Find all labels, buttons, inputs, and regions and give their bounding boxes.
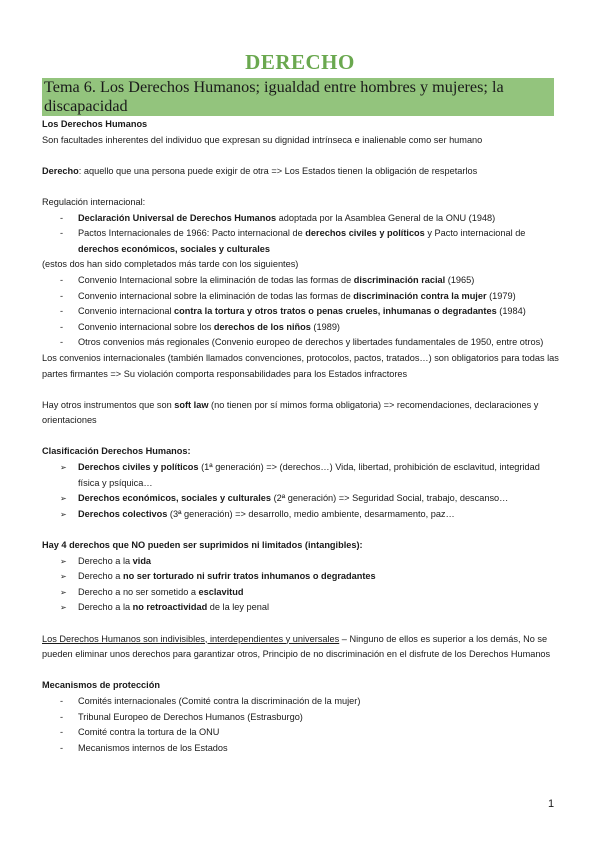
- definition-paragraph: Son facultades inherentes del individuo que expresan su dignidad intrínseca e inalienable como ser humano: [42, 134, 483, 145]
- item-bold: discriminación racial: [353, 274, 446, 285]
- list-item: [42, 554, 562, 570]
- item-bold: derechos de los niños: [213, 321, 311, 332]
- item-text: (1ª generación) => (derechos…) Vida, libertad, prohibición de esclavitud, integridad física y psíquica…: [78, 462, 540, 488]
- convenios-paragraph: Los convenios internacionales (también llamados convenciones, protocolos, pactos, tratados…) son obligatorios para todas las partes firmantes => Su violación comporta responsabilidades para los Estados infractores: [42, 352, 559, 379]
- derecho-definition: [42, 164, 562, 180]
- item-text: (1984): [496, 306, 526, 317]
- list-item: [42, 569, 562, 585]
- derecho-term: Derecho: [42, 165, 79, 176]
- item-bold: soft law: [174, 399, 209, 410]
- clasificacion-list: [42, 460, 562, 522]
- list-item: - Mecanismos internos de los Estados: [42, 741, 562, 757]
- document-body: [42, 117, 562, 756]
- item-text: (3ª generación) => desarrollo, medio ambiente, desarmamento, paz…: [167, 508, 455, 519]
- section-heading-clasificacion: Clasificación Derechos Humanos:: [42, 446, 191, 457]
- item-text: Hay otros instrumentos que son: [42, 399, 175, 410]
- item-text: adoptada por la Asamblea General de la ONU (1948): [276, 212, 496, 223]
- item-text: Convenio internacional sobre la eliminación de todas las formas de: [78, 290, 354, 301]
- item-bold: esclavitud: [198, 586, 244, 597]
- section-heading-mecanismos: Mecanismos de protección: [42, 680, 160, 691]
- convenios-list: [42, 273, 562, 351]
- list-item: [42, 273, 562, 289]
- list-item: [42, 226, 562, 257]
- item-text: de la ley penal: [207, 602, 270, 613]
- list-item: [42, 304, 562, 320]
- item-bold: discriminación contra la mujer: [353, 290, 487, 301]
- item-text: Derecho a: [78, 571, 123, 582]
- list-item: - Comités internacionales (Comité contra la discriminación de la mujer): [42, 694, 562, 710]
- topic-heading: Tema 6. Los Derechos Humanos; igualdad entre hombres y mujeres; la discapacidad: [42, 78, 554, 116]
- item-text: (no tienen por sí mimos forma obligatoria) => recomendaciones, declaraciones y orientaciones: [42, 399, 539, 426]
- soft-law-paragraph: [42, 398, 562, 429]
- document-title: DERECHO: [245, 50, 355, 74]
- principios-underlined: Los Derechos Humanos son indivisibles, interdependientes y universales: [42, 633, 340, 644]
- item-text: Convenio internacional: [78, 306, 175, 317]
- regulacion-note: (estos dos han sido completados más tarde con los siguientes): [42, 259, 299, 270]
- item-bold: vida: [132, 555, 152, 566]
- item-text: (2ª generación) => Seguridad Social, trabajo, descanso…: [271, 493, 509, 504]
- item-text: Derecho a no ser sometido a: [78, 586, 199, 597]
- item-text: Derecho a la: [78, 555, 133, 566]
- regulacion-intro: Regulación internacional:: [42, 196, 146, 207]
- item-text: (1979): [486, 290, 516, 301]
- page-number: 1: [548, 798, 555, 810]
- list-item: [42, 460, 562, 491]
- item-text: Convenio internacional sobre los: [78, 321, 214, 332]
- item-bold: contra la tortura y otros tratos o penas crueles, inhumanas o degradantes: [174, 306, 497, 317]
- list-item: [42, 507, 562, 523]
- item-bold: derechos económicos, sociales y culturales: [78, 243, 270, 254]
- list-item: - Comité contra la tortura de la ONU: [42, 725, 562, 741]
- item-bold: Declaración Universal de Derechos Humanos: [78, 212, 277, 223]
- list-item: [42, 600, 562, 616]
- item-text: Convenio Internacional sobre la eliminación de todas las formas de: [78, 274, 354, 285]
- item-bold: no ser torturado ni sufrir tratos inhumanos o degradantes: [122, 571, 376, 582]
- list-item: [42, 491, 562, 507]
- item-bold: Derechos colectivos: [78, 508, 168, 519]
- item-text: – Ninguno de ellos es superior a los demás, No se pueden eliminar unos derechos para garantizar otros, Principio de no discriminación en el disfrute de los Derechos Humanos: [42, 633, 551, 660]
- item-text: (1989): [310, 321, 340, 332]
- principios-paragraph: [42, 632, 562, 663]
- item-bold: no retroactividad: [132, 602, 208, 613]
- list-item: [42, 211, 562, 227]
- section-heading-intangibles: Hay 4 derechos que NO pueden ser suprimidos ni limitados (intangibles):: [42, 540, 363, 551]
- item-text: (1965): [445, 274, 475, 285]
- item-text: Pactos Internacionales de 1966: Pacto internacional de: [78, 228, 306, 239]
- regulacion-list: [42, 211, 562, 258]
- item-bold: derechos civiles y políticos: [305, 228, 425, 239]
- list-item: - Tribunal Europeo de Derechos Humanos (Estrasburgo): [42, 710, 562, 726]
- item-bold: Derechos civiles y políticos: [78, 462, 199, 473]
- list-item: - Otros convenios más regionales (Convenio europeo de derechos y libertades fundamentales de 1950, entre otros): [42, 335, 562, 351]
- list-item: [42, 289, 562, 305]
- intangibles-list: [42, 554, 562, 616]
- derecho-text: : aquello que una persona puede exigir de otra => Los Estados tienen la obligación de respetarlos: [78, 165, 478, 176]
- item-bold: Derechos económicos, sociales y culturales: [78, 493, 272, 504]
- item-text: y Pacto internacional de: [424, 228, 526, 239]
- section-heading-derechos-humanos: Los Derechos Humanos: [42, 119, 148, 129]
- list-item: [42, 585, 562, 601]
- item-text: Derecho a la: [78, 602, 133, 613]
- mecanismos-list: [42, 694, 562, 756]
- list-item: [42, 320, 562, 336]
